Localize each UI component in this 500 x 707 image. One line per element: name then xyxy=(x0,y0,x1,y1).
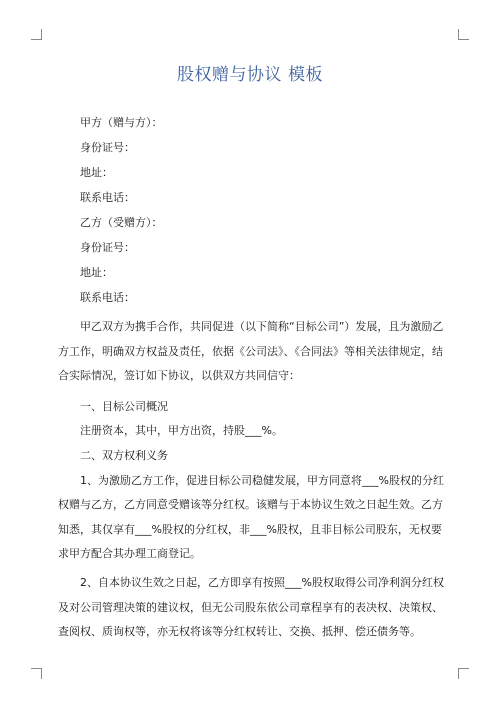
document-title: 股权赠与协议 模板 xyxy=(177,65,323,85)
section-heading-rights-obligations: 二、双方权利义务 xyxy=(80,448,168,462)
page-corner-mark-bottom-left xyxy=(31,668,42,679)
page-corner-mark-top-left xyxy=(31,29,42,40)
preamble-paragraph: 甲乙双方为携手合作，共同促进（以下简称“目标公司”）发展，且为激励乙方工作，明确双方权益及责任，依据《公司法》、《合同法》等相关法律规定，结合实际情况，签订如下协议，以供双方共同信守： xyxy=(58,320,444,383)
section-heading-company-overview: 一、目标公司概况 xyxy=(80,399,168,413)
registered-capital-paragraph: 注册资本，其中，甲方出资，持股___%。 xyxy=(80,424,283,438)
party-b-id-number-label: 身份证号： xyxy=(80,241,135,254)
party-b-phone-label: 联系电话： xyxy=(80,291,135,304)
page-corner-mark-bottom-right xyxy=(458,668,469,679)
party-b-address-label: 地址： xyxy=(80,266,113,279)
party-a-phone-label: 联系电话： xyxy=(80,191,135,204)
clause-2-paragraph: 2、自本协议生效之日起，乙方即享有按照___%股权取得公司净利润分红权及对公司管理决策的建议权，但无公司股东依公司章程享有的表决权、决策权、查阅权、质询权等，亦无权将该等分红权转让、交换、抵押、偿还债务等。 xyxy=(58,575,444,639)
agreement-body xyxy=(58,315,446,645)
party-a-label: 甲方（赠与方）： xyxy=(80,116,163,129)
party-b-label: 乙方（受赠方）： xyxy=(80,216,163,229)
party-a-id-number-label: 身份证号： xyxy=(80,141,135,154)
party-a-address-label: 地址： xyxy=(80,166,113,179)
clause-1-paragraph: 1、为激励乙方工作，促进目标公司稳健发展，甲方同意将___%股权的分红权赠与乙方，乙方同意受赠该等分红权。该赠与于本协议生效之日起生效。乙方知悉，其仅享有___%股权的分红权，非___%股权，且非目标公司股东，无权要求甲方配合其办理工商登记。 xyxy=(58,473,444,561)
page-corner-mark-top-right xyxy=(458,29,469,40)
